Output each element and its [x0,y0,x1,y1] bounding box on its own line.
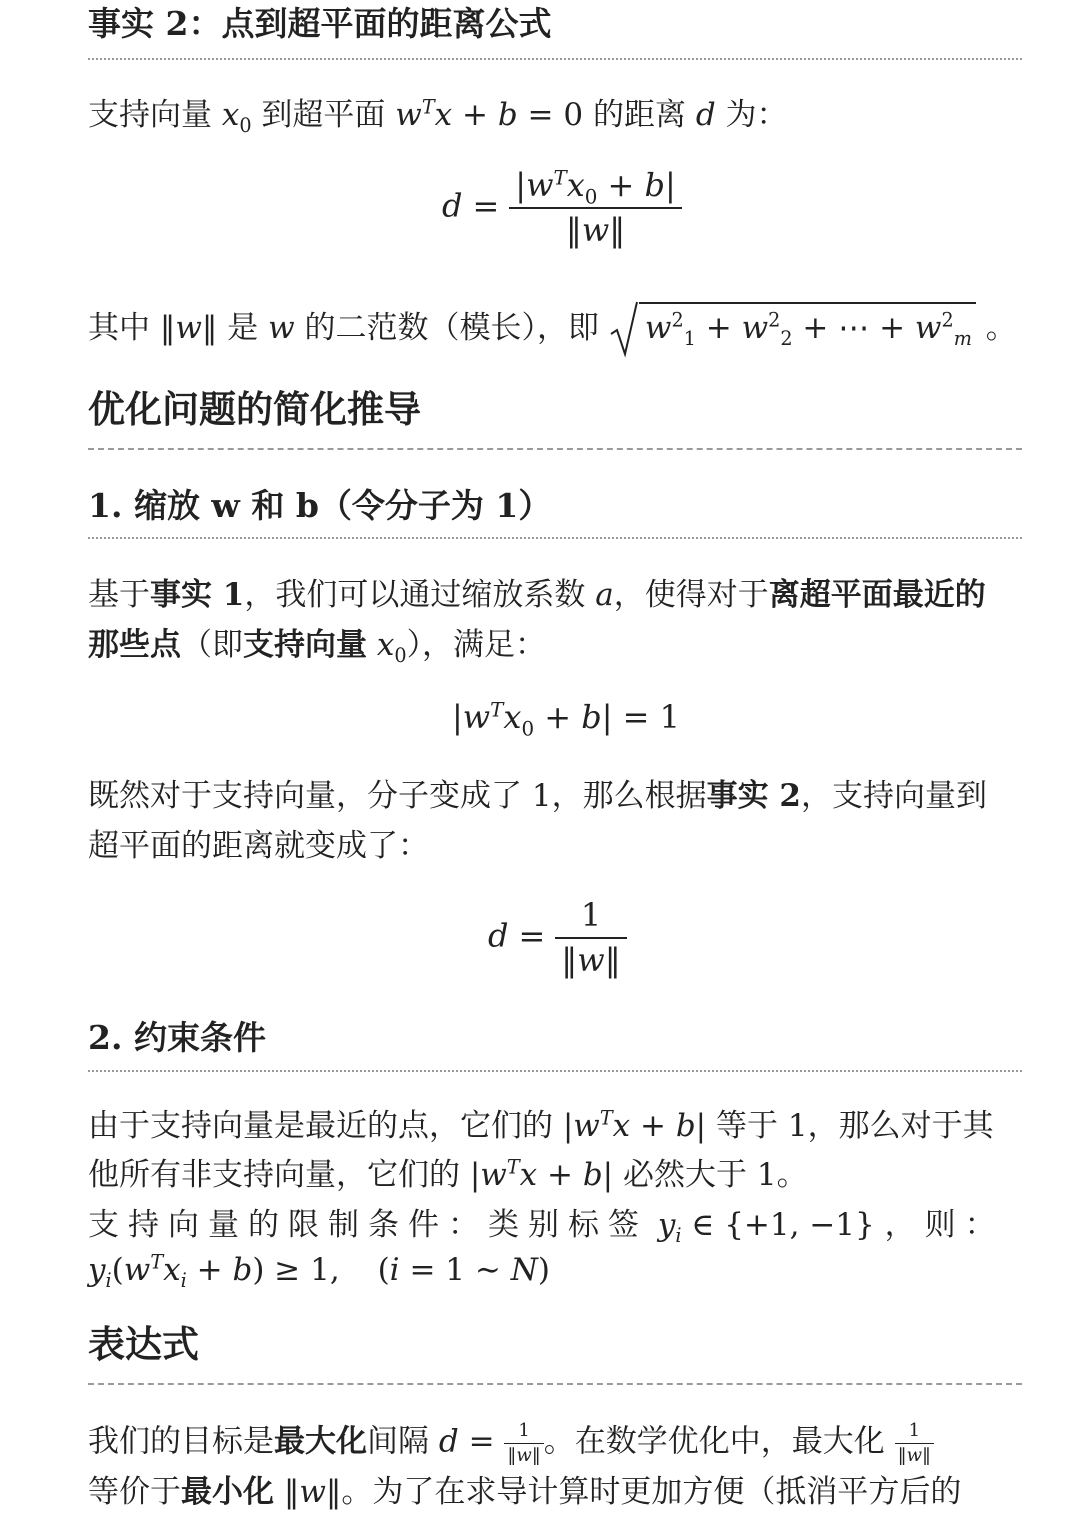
expr-line1: 我们的目标是最大化间隔 d = $\frac{1}{‖w‖}$ 。在数学优化中，最大化 $\frac{1}{‖w‖}$ [88,1420,1022,1466]
step1-heading: 1. 缩放 w 和 b（令分子为 1） [88,486,552,525]
heading-divider [88,537,1022,539]
step2-line3: 支持向量的限制条件：类别标签 $y_i$ ∈ {+1, −1} ，则： [88,1207,1005,1248]
heading-divider [88,1070,1022,1072]
step1-line1: 基于事实 1，我们可以通过缩放系数 a，使得对于离超平面最近的 [88,577,986,613]
step2-line2: 他所有非支持向量，它们的 $|w^Tx + b|$ 必然大于 1。 [88,1155,808,1193]
section-heading-expression: 表达式 [88,1322,199,1366]
section-divider [88,1383,1022,1385]
distance-formula: d = $\frac{|w^Tx_0 + b|}{‖w‖}$ [442,168,682,248]
margin-formula: d = $\frac{1}{‖w‖}$ [488,898,627,978]
step1-line4: 超平面的距离就变成了： [88,828,429,864]
radical-icon [609,298,639,360]
constraint-equation: $y_i(w^Tx_i + b) \ge 1$, (i = 1 ∼ N) [88,1250,550,1293]
unit-margin-equation: $|w^Tx_0 + b| = 1$ [452,698,681,741]
heading-divider [88,58,1022,60]
step2-line1: 由于支持向量是最近的点，它们的 $|w^Tx + b|$ 等于 1，那么对于其 [88,1106,994,1144]
expr-line2: 等价于最小化 ‖w‖。为了在求导计算时更加方便（抵消平方后的 [88,1474,962,1510]
step2-heading: 2. 约束条件 [88,1018,266,1057]
fact2-intro: 支持向量 $x_0$ 到超平面 $w^Tx + b = 0$ 的距离 d 为： [88,95,788,138]
sqrt-expression: $w^2_1 + w^2_2$ + ⋯ + $w^2_m$ [609,302,976,347]
fact2-heading: 事实 2：点到超平面的距离公式 [88,4,552,43]
section-heading-simplify: 优化问题的简化推导 [88,387,421,431]
step1-line3: 既然对于支持向量，分子变成了 1，那么根据事实 2，支持向量到 [88,778,987,814]
norm-definition: 其中 ‖w‖ 是 w 的二范数（模长），即 $w^2_1 + w^2_2$ + ⋯ + $w^2_m$ 。 [88,302,1022,347]
math-x0: $x_0$ [221,97,252,138]
section-divider [88,448,1022,450]
step1-line2: 那些点（即支持向量 $x_0$），满足： [88,627,547,668]
math-hyperplane: $w^Tx + b = 0$ [395,95,584,133]
